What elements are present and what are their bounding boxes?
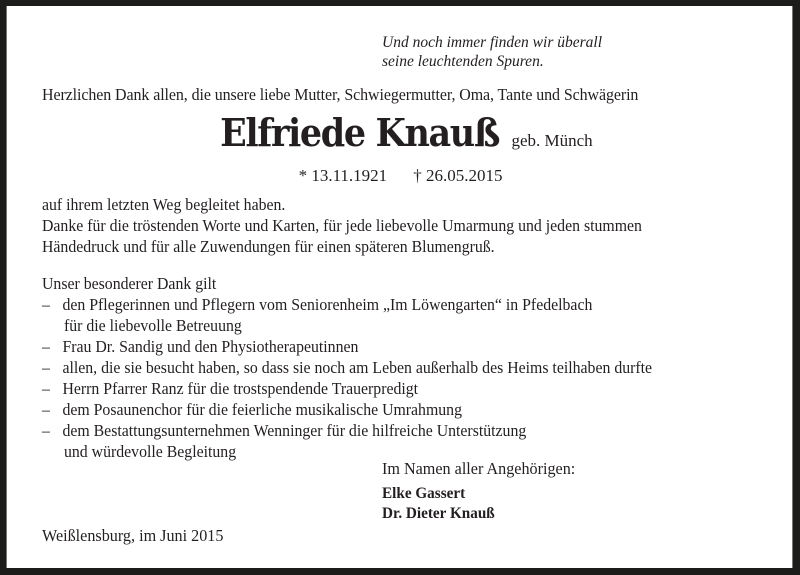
life-dates (7, 166, 794, 186)
special-item-continuation: für die liebevolle Betreuung (64, 316, 242, 335)
signatory-name: Elke Gassert (382, 485, 466, 502)
signatory-name: Dr. Dieter Knauß (382, 505, 495, 522)
special-item: – dem Posaunenchor für die feierliche musikalische Umrahmung (42, 400, 462, 419)
signature-heading: Im Namen aller Angehörigen: (382, 459, 576, 478)
thanks-line-3: Händedruck und für alle Zuwendungen für einen späteren Blumengruß. (42, 237, 495, 256)
special-item-continuation: und würdevolle Begleitung (64, 442, 237, 461)
deceased-name: Elfriede Knauß (220, 110, 500, 155)
birth-date: * 13.11.1921 (298, 166, 388, 185)
special-thanks-heading: Unser besonderer Dank gilt (42, 274, 217, 293)
obituary-notice (6, 6, 793, 568)
place-and-date: Weißlensburg, im Juni 2015 (42, 526, 224, 545)
deceased-name-line (7, 110, 794, 155)
motto-line-2: seine leuchtenden Spuren. (382, 53, 544, 70)
dash-bullet: – (42, 358, 50, 377)
dash-bullet: – (42, 379, 50, 398)
maiden-name: geb. Münch (511, 131, 593, 150)
motto-quote (382, 33, 602, 71)
thanks-line-2: Danke für die tröstenden Worte und Karten, für jede liebevolle Umarmung und jeden stummen (42, 216, 642, 235)
special-item: – dem Bestattungsunternehmen Wenninger für die hilfreiche Unterstützung (42, 421, 527, 440)
dash-bullet: – (42, 400, 50, 419)
death-date: † 26.05.2015 (413, 166, 503, 185)
dash-bullet: – (42, 421, 50, 440)
special-item: – allen, die sie besucht haben, so dass sie noch am Leben außerhalb des Heims teilhaben durfte (42, 358, 653, 377)
dash-bullet: – (42, 295, 50, 314)
motto-line-1: Und noch immer finden wir überall (382, 34, 602, 51)
special-item: – den Pflegerinnen und Pflegern vom Seniorenheim „Im Löwengarten“ in Pfedelbach (42, 295, 593, 314)
intro-text: Herzlichen Dank allen, die unsere liebe Mutter, Schwiegermutter, Oma, Tante und Schwägerin (42, 85, 639, 104)
special-item: – Herrn Pfarrer Ranz für die trostspendende Trauerpredigt (42, 379, 419, 398)
special-item: – Frau Dr. Sandig und den Physiotherapeutinnen (42, 337, 359, 356)
dash-bullet: – (42, 337, 50, 356)
thanks-line-1: auf ihrem letzten Weg begleitet haben. (42, 195, 286, 214)
